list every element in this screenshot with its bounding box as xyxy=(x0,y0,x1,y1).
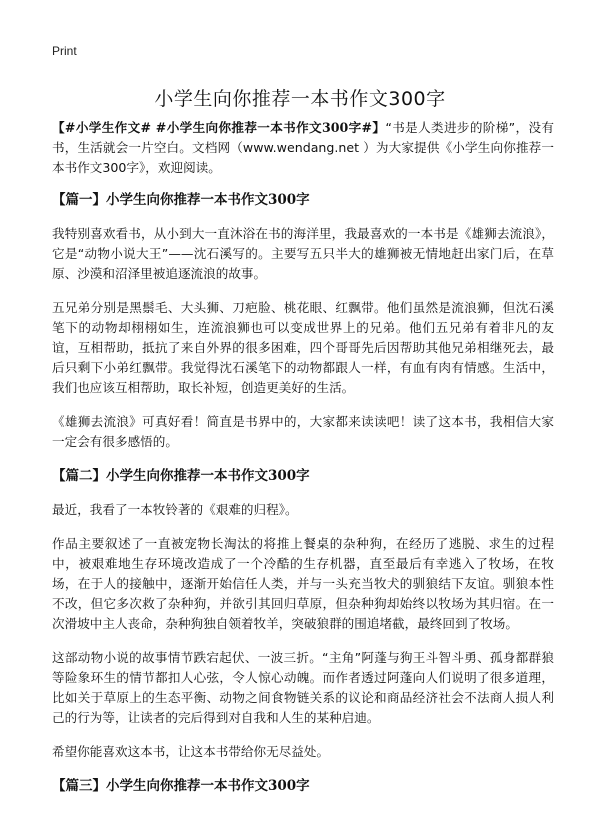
section-heading: 【篇二】小学生向你推荐一本书作文300字 xyxy=(52,468,310,484)
paragraph: 五兄弟分别是黑鬃毛、大头狮、刀疤脸、桃花眼、红飘带。他们虽然是流浪狮，但沈石溪笔下的动物却栩栩如生，连流浪狮也可以变成世界上的兄弟。他们五兄弟有着非凡的友谊，互相帮助，抵抗了来自外界的很多困难，四个哥哥先后因帮助其他兄弟相继死去，最后只剩下小弟红飘带。我觉得沈石溪笔下的动物都跟人一样，有血有肉有情感。生活中，我们也应该互相帮助，取长补短，创造更美好的生活。 xyxy=(52,300,554,395)
print-label[interactable]: Print xyxy=(52,44,77,58)
paragraph: 希望你能喜欢这本书，让这本书带给你无尽益处。 xyxy=(52,744,330,759)
paragraph: 《雄狮去流浪》可真好看！简直是书界中的，大家都来读读吧！读了这本书，我相信大家一定会有很多感悟的。 xyxy=(52,414,554,449)
section-3 xyxy=(52,776,554,796)
article-body xyxy=(52,118,554,810)
intro-paragraph xyxy=(52,118,554,178)
paragraph: 作品主要叙述了一直被宠物长淘汰的将推上餐桌的杂种狗，在经历了逃脱、求生的过程中，被艰难地生存环境改造成了一个冷酷的生存机器，直至最后有幸逃入了牧场，在牧场，在于人的接触中，逐渐开始信任人类，并与一头充当牧犬的驯狼结下友谊。驯狼本性不改，但它多次救了杂种狗，并欲引其回归草原，但杂种狗却始终以牧场为其归宿。在一次滑坡中主人丧命，杂种狗独自领着牧羊，突破狼群的围追堵截，最终回到了牧场。 xyxy=(52,536,554,631)
paragraph: 最近，我看了一本牧铃著的《艰难的归程》。 xyxy=(52,502,298,517)
section-heading: 【篇三】小学生向你推荐一本书作文300字 xyxy=(52,778,310,794)
intro-bold-lead: 【#小学生作文# #小学生向你推荐一本书作文300字#】 xyxy=(52,120,386,135)
page-title: 小学生向你推荐一本书作文300字 xyxy=(154,88,446,110)
section-heading: 【篇一】小学生向你推荐一本书作文300字 xyxy=(52,192,310,208)
section-2 xyxy=(52,466,554,762)
paragraph: 这部动物小说的故事情节跌宕起伏、一波三折。“主角”阿蓬与狗王斗智斗勇、孤身都群狼等险象环生的情节都扣人心弦，令人惊心动魄。而作者透过阿蓬向人们说明了很多道理，比如关于草原上的生态平衡、动物之间食物链关系的议论和商品经济社会不法商人损人利己的行为等，让读者的完后得到对自我和人生的某种启迪。 xyxy=(52,650,554,725)
paragraph: 我特别喜欢看书，从小到大一直沐浴在书的海洋里，我最喜欢的一本书是《雄狮去流浪》，它是“动物小说大王”——沈石溪写的。主要写五只半大的雄狮被无情地赶出家门后，在草原、沙漠和沼泽里被追逐流浪的故事。 xyxy=(52,226,554,281)
intro-text: “书是人类进步的阶梯”，没有书，生活就会一片空白。文档网（www.wendang.net ）为大家提供《小学生向你推荐一本书作文300字》，欢迎阅读。 xyxy=(52,120,554,175)
section-1 xyxy=(52,190,554,452)
